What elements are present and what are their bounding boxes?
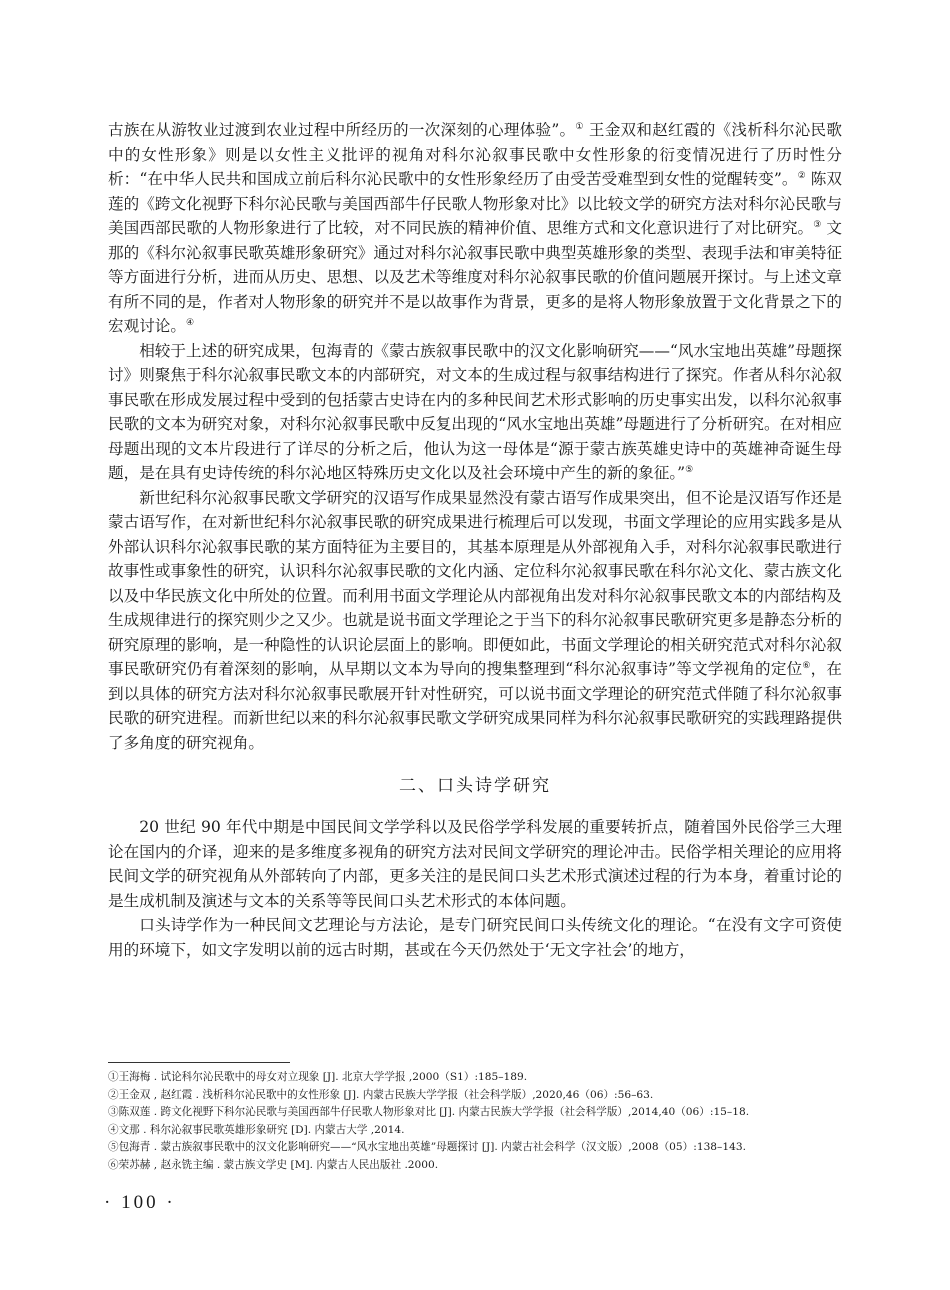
page-number: · 100 · (104, 1192, 176, 1213)
footnote-ref[interactable]: ① (575, 122, 584, 132)
paragraph-2 (108, 339, 842, 486)
footnote-ref[interactable]: ⑥ (802, 661, 811, 671)
footnote-ref[interactable]: ④ (185, 318, 195, 328)
footnotes (108, 1062, 842, 1175)
text-run: ，在到以具体的研究方法对科尔沁叙事民歌展开针对性研究，可以说书面文学理论的研究范式伴随了科尔沁叙事民歌的研究进程。而新世纪以来的科尔沁叙事民歌文学研究成果同样为科尔沁叙事民歌研究的实践理路提供了多角度的研究视角。 (108, 660, 842, 752)
text-run: 古族在从游牧业过渡到农业过程中所经历的一次深刻的心理体验”。 (108, 121, 576, 139)
footnote-ref[interactable]: ⑤ (685, 465, 694, 475)
footnote: ③陈双莲 . 跨文化视野下科尔沁民歌与美国西部牛仔民歌人物形象对比 [J]. 内蒙古民族大学学报（社会科学版）,2014,40（06）:15–18. (108, 1106, 750, 1119)
text-run: 陈双莲的《跨文化视野下科尔沁民歌与美国西部牛仔民歌人物形象对比》以比较文学的研究方法对科尔沁民歌与美国西部民歌的人物形象进行了比较，对不同民族的精神价值、思维方式和文化意识进行了对比研究。 (108, 170, 842, 237)
paragraph-5: 口头诗学作为一种民间文艺理论与方法论，是专门研究民间口头传统文化的理论。“在没有文字可资使用的环境下，如文字发明以前的远古时期，甚或在今天仍然处于‘无文字社会’的地方， (108, 916, 842, 959)
text-run: 王金双和赵红霞的《浅析科尔沁民歌中的女性形象》则是以女性主义批评的视角对科尔沁叙事民歌中女性形象的衍变情况进行了历时性分析：“在中华人民共和国成立前后科尔沁民歌中的女性形象经历了由受苦受难型到女性的觉醒转变”。 (108, 121, 842, 188)
footnote: ④文那 . 科尔沁叙事民歌英雄形象研究 [D]. 内蒙古大学 ,2014. (108, 1123, 405, 1136)
footnote-ref[interactable]: ② (797, 171, 806, 181)
footnote-ref[interactable]: ③ (813, 220, 822, 230)
footnote-divider (108, 1062, 290, 1063)
paragraph-4: 20 世纪 90 年代中期是中国民间文学学科以及民俗学学科发展的重要转折点，随着国外民俗学三大理论在国内的介译，迎来的是多维度多视角的研究方法对民间文学研究的理论冲击。民俗学相关理论的应用将民间文学的研究视角从外部转向了内部，更多关注的是民间口头艺术形式演述过程的行为本身，着重讨论的是生成机制及演述与文本的关系等等民间口头艺术形式的本体问题。 (108, 818, 842, 910)
footnote: ⑥荣苏赫 , 赵永铣主编 . 蒙古族文学史 [M]. 内蒙古人民出版社 .2000. (108, 1158, 439, 1171)
footnote: ⑤包海青 . 蒙古族叙事民歌中的汉文化影响研究——“风水宝地出英雄”母题探讨 [J]. 内蒙古社会科学（汉文版）,2008（05）:138–143. (108, 1141, 746, 1154)
section-heading: 二、口头诗学研究 (399, 776, 551, 796)
text-run: 文那的《科尔沁叙事民歌英雄形象研究》通过对科尔沁叙事民歌中典型英雄形象的类型、表现手法和审美特征等方面进行分析，进而从历史、思想、以及艺术等维度对科尔沁叙事民歌的价值问题展开探讨。与上述文章有所不同的是，作者对人物形象的研究并不是以故事作为背景，更多的是将人物形象放置于文化背景之下的宏观讨论。 (108, 219, 842, 335)
paragraph-3 (108, 486, 842, 756)
footnote: ①王海梅 . 试论科尔沁民歌中的母女对立现象 [J]. 北京大学学报 ,2000（S1）:185–189. (108, 1071, 528, 1083)
text-run: 新世纪科尔沁叙事民歌文学研究的汉语写作成果显然没有蒙古语写作成果突出，但不论是汉语写作还是蒙古语写作，在对新世纪科尔沁叙事民歌的研究成果进行梳理后可以发现，书面文学理论的应用实践多是从外部认识科尔沁叙事民歌的某方面特征为主要目的，其基本原理是从外部视角入手，对科尔沁叙事民歌进行故事性或事象性的研究，认识科尔沁叙事民歌的文化内涵、定位科尔沁叙事民歌在科尔沁文化、蒙古族文化以及中华民族文化中所处的位置。而利用书面文学理论从内部视角出发对科尔沁叙事民歌文本的内部结构及生成规律进行的探究则少之又少。也就是说书面文学理论之于当下的科尔沁叙事民歌研究更多是静态分析的研究原理的影响，是一种隐性的认识论层面上的影响。即便如此，书面文学理论的相关研究范式对科尔沁叙事民歌研究仍有着深刻的影响，从早期以文本为导向的搜集整理到“科尔沁叙事诗”等文学视角的定位 (108, 488, 842, 678)
body-text (108, 118, 842, 962)
footnote: ②王金双 , 赵红霞 . 浅析科尔沁民歌中的女性形象 [J]. 内蒙古民族大学学报（社会科学版）,2020,46（06）:56–63. (108, 1088, 654, 1101)
paragraph-1 (108, 118, 842, 339)
text-run: 相较于上述的研究成果，包海青的《蒙古族叙事民歌中的汉文化影响研究——“风水宝地出英雄”母题探讨》则聚焦于科尔沁叙事民歌文本的内部研究，对文本的生成过程与叙事结构进行了探究。作者从科尔沁叙事民歌在形成发展过程中受到的包括蒙古史诗在内的多种民间艺术形式影响的历史事实出发，以科尔沁叙事民歌的文本为研究对象，对科尔沁叙事民歌中反复出现的“风水宝地出英雄”母题进行了分析研究。在对相应母题出现的文本片段进行了详尽的分析之后，他认为这一母体是“源于蒙古族英雄史诗中的英雄神奇诞生母题，是在具有史诗传统的科尔沁地区特殊历史文化以及社会环境中产生的新的象征。” (108, 341, 842, 482)
